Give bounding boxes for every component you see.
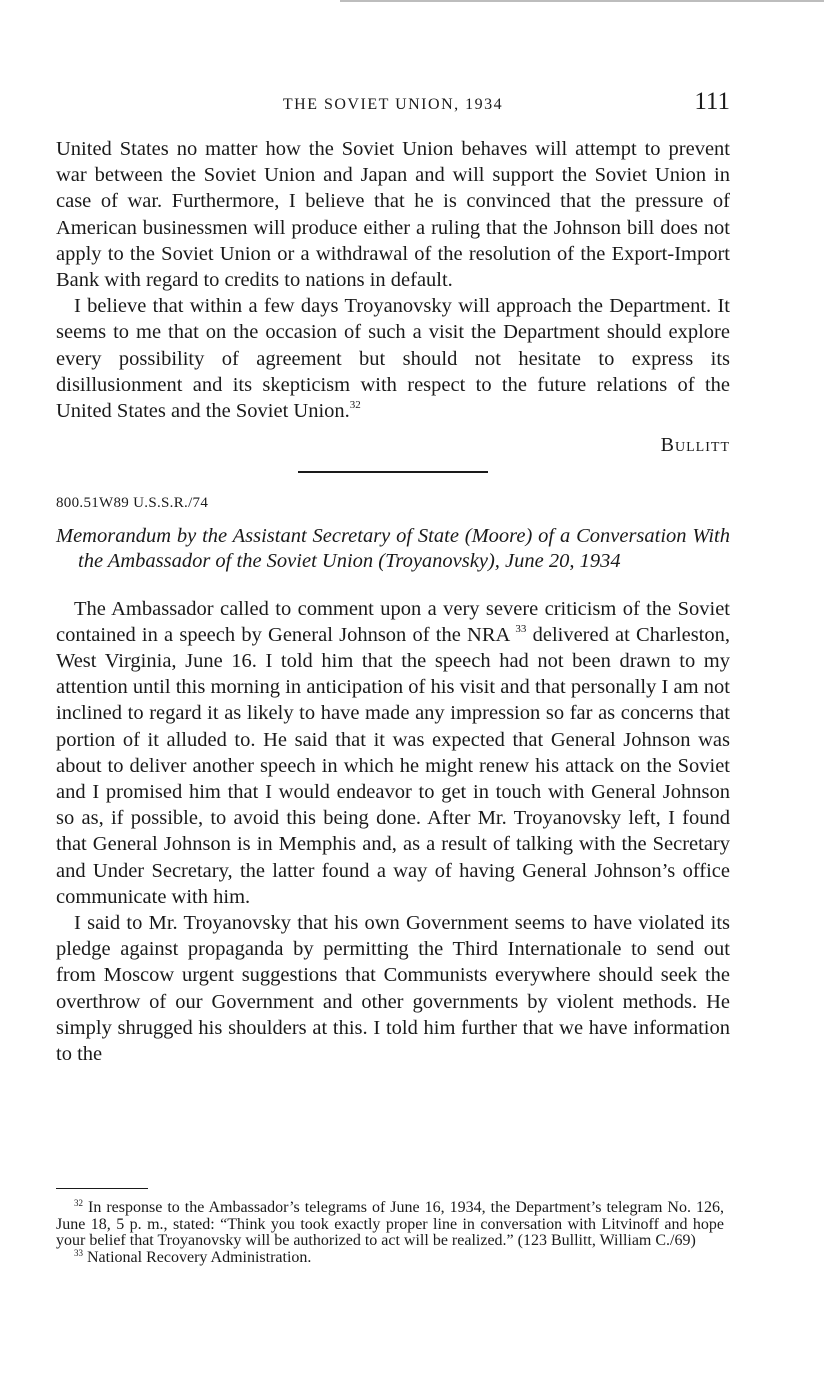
main-text (56, 136, 730, 1067)
footnote-ref-32: 32 (349, 399, 361, 412)
footnote-32 (56, 1200, 724, 1250)
signature: Bullitt (660, 434, 730, 457)
running-head (56, 88, 730, 118)
section-divider (298, 471, 488, 472)
memorandum-paragraph-2: I said to Mr. Troyanovsky that his own Government seems to have violated its pledge against propaganda by permitting the Third Internationale to send out from Moscow urgent suggestions that Communists everywhere should seek the overthrow of our Government and other governments by violent methods. He simply shrugged his shoulders at this. I told him further that we have information to the (56, 912, 730, 1066)
paragraph-text: The Ambassador called to comment upon a very severe criticism of the Soviet contained in a speech by General Johnson of the NRA (56, 597, 730, 646)
running-title: THE SOVIET UNION, 1934 (282, 96, 504, 113)
footnotes (56, 1200, 724, 1266)
footnote-marker: 32 (74, 1198, 83, 1208)
file-reference: 800.51W89 U.S.S.R./74 (56, 494, 209, 511)
footnote-text: National Recovery Administration. (83, 1248, 312, 1266)
page-number: 111 (694, 88, 730, 115)
document-title: Memorandum by the Assistant Secretary of State (Moore) of a Conversation With the Ambassador of the Soviet Union (Troyanovsky), June 20, 1934 (56, 524, 730, 572)
paragraph-text-continued: delivered at Charleston, West Virginia, June 16. I told him that the speech had not been drawn to my attention until this morning in anticipation of his visit and that personally I am not inclined to regard it as likely to have made any impression so far as concerns that portion of it alluded to. He said that it was expected that General Johnson was about to deliver another speech in which he might renew his attack on the Soviet and I promised him that I would endeavor to get in touch with General Johnson so as, if possible, to avoid this being done. After Mr. Troyanovsky left, I found that General Johnson is in Memphis and, as a result of talking with the Secretary and Under Secretary, the latter found a way of having General Johnson’s office communicate with him. (56, 623, 730, 908)
continuation-paragraph-2 (56, 293, 730, 424)
footnote-text: In response to the Ambassador’s telegrams of June 16, 1934, the Department’s telegram No. 126, June 18, 5 p. m., stated: “Think you took exactly proper line in conversation with Litvinoff and hope your belief that Troyanovsky will be authorized to act will be realized.” (123 Bullitt, William C./69) (56, 1199, 724, 1249)
continuation-paragraph: United States no matter how the Soviet Union behaves will attempt to prevent war between the Soviet Union and Japan and will support the Soviet Union in case of war. Furthermore, I believe that he is convinced that the pressure of American businessmen will produce either a ruling that the Johnson bill does not apply to the Soviet Union or a withdrawal of the resolution of the Export-Import Bank with regard to credits to nations in default. (56, 138, 730, 292)
footnote-rule (56, 1188, 148, 1189)
footnote-33 (56, 1247, 724, 1267)
footnote-ref-33: 33 (515, 622, 527, 635)
paragraph-text: I believe that within a few days Troyanovsky will approach the Department. It seems to me that on the occasion of such a visit the Department should explore every possibility of agreement but should not hesitate to express its disillusionment and its skepticism with respect to the future relations of the United States and the Soviet Union. (56, 295, 730, 423)
footnote-marker: 33 (74, 1247, 83, 1258)
top-edge-rule (340, 0, 824, 2)
memorandum-paragraph (56, 596, 730, 910)
